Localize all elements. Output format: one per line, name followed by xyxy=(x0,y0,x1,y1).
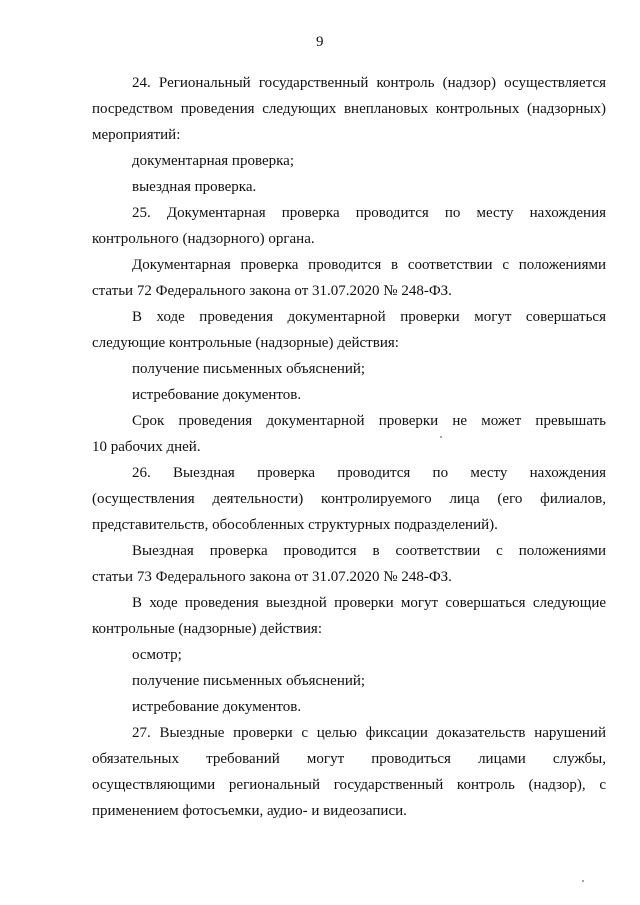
paragraph-line: Выездная проверка проводится в соответствии с положениями xyxy=(132,543,606,559)
list-item: истребование документов. xyxy=(132,699,302,715)
paragraph-line: мероприятий: xyxy=(92,127,181,143)
scan-speck xyxy=(582,880,584,882)
paragraph-27 xyxy=(92,720,606,824)
list-item: получение письменных объяснений; xyxy=(132,361,366,377)
paragraph-line: 26. Выездная проверка проводится по месту нахождения xyxy=(132,465,606,481)
paragraph-line: контрольные (надзорные) действия: xyxy=(92,621,322,637)
paragraph-line: статьи 73 Федерального закона от 31.07.2020 № 248-ФЗ. xyxy=(92,569,452,585)
list-item: истребование документов. xyxy=(132,387,302,403)
paragraph-line: В ходе проведения документарной проверки могут совершаться xyxy=(132,309,606,325)
paragraph-line: В ходе проведения выездной проверки могут совершаться следующие xyxy=(132,595,606,611)
paragraph-24 xyxy=(92,70,606,148)
list-item: выездная проверка. xyxy=(132,179,257,195)
page-number: 9 xyxy=(316,34,324,50)
paragraph-line: следующие контрольные (надзорные) действия: xyxy=(92,335,399,351)
paragraph-line: представительств, обособленных структурных подразделений). xyxy=(92,517,498,533)
scan-speck xyxy=(440,436,442,438)
paragraph-26-law xyxy=(92,538,606,590)
list-item: осмотр; xyxy=(132,647,182,663)
paragraph-line: (осуществления деятельности) контролируемого лица (его филиалов, xyxy=(92,491,606,507)
paragraph-line: осуществляющими региональный государственный контроль (надзор), с xyxy=(92,777,606,793)
paragraph-25-law xyxy=(92,252,606,304)
paragraph-26 xyxy=(92,460,606,538)
paragraph-line: статьи 72 Федерального закона от 31.07.2020 № 248-ФЗ. xyxy=(92,283,452,299)
paragraph-25-actions xyxy=(92,304,606,356)
paragraph-25-term xyxy=(92,408,606,460)
paragraph-line: 27. Выездные проверки с целью фиксации доказательств нарушений xyxy=(132,725,606,741)
paragraph-line: применением фотосъемки, аудио- и видеозаписи. xyxy=(92,803,407,819)
list-item: получение письменных объяснений; xyxy=(132,673,366,689)
paragraph-26-actions xyxy=(92,590,606,642)
paragraph-line: посредством проведения следующих внеплановых контрольных (надзорных) xyxy=(92,101,606,117)
paragraph-line: Документарная проверка проводится в соответствии с положениями xyxy=(132,257,606,273)
paragraph-line: обязательных требований могут проводиться лицами службы, xyxy=(92,751,606,767)
paragraph-line: 10 рабочих дней. xyxy=(92,439,201,455)
paragraph-line: 24. Региональный государственный контроль (надзор) осуществляется xyxy=(132,75,606,91)
paragraph-line: Срок проведения документарной проверки не может превышать xyxy=(132,413,606,429)
document-body xyxy=(92,70,606,824)
paragraph-line: контрольного (надзорного) органа. xyxy=(92,231,315,247)
list-item: документарная проверка; xyxy=(132,153,294,169)
paragraph-line: 25. Документарная проверка проводится по месту нахождения xyxy=(132,205,606,221)
paragraph-25 xyxy=(92,200,606,252)
